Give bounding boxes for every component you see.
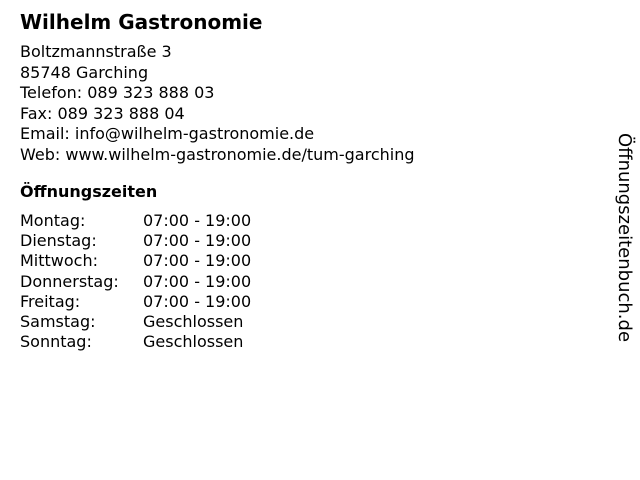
hours-row — [20, 231, 251, 251]
fax-number: Fax: 089 323 888 04 — [20, 103, 185, 123]
contact-block — [20, 42, 600, 165]
day-label: Freitag: — [20, 291, 81, 311]
day-label: Sonntag: — [20, 332, 92, 352]
hours-row — [20, 251, 251, 271]
street-address: Boltzmannstraße 3 — [20, 42, 172, 61]
phone-number: Telefon: 089 323 888 03 — [20, 83, 215, 102]
business-name: Wilhelm Gastronomie — [20, 10, 263, 34]
hours-row — [20, 211, 251, 231]
hours-value: 07:00 - 19:00 — [143, 291, 252, 311]
hours-row — [20, 312, 251, 332]
hours-value: 07:00 - 19:00 — [143, 271, 252, 291]
hours-value: 07:00 - 19:00 — [143, 251, 252, 271]
day-label: Mittwoch: — [20, 251, 98, 271]
hours-row — [20, 292, 251, 312]
site-brand-vertical: Öffnungszeitenbuch.de — [614, 133, 635, 343]
day-label: Donnerstag: — [20, 271, 119, 291]
website-url: Web: www.wilhelm-gastronomie.de/tum-garching — [20, 144, 415, 164]
hours-value: 07:00 - 19:00 — [143, 211, 252, 230]
hours-row — [20, 272, 251, 292]
hours-row — [20, 332, 251, 352]
opening-hours-heading: Öffnungszeiten — [20, 182, 158, 201]
hours-value: Geschlossen — [143, 332, 244, 352]
opening-hours-table — [20, 211, 251, 352]
city-postcode: 85748 Garching — [20, 62, 149, 82]
day-label: Samstag: — [20, 312, 96, 332]
hours-value: Geschlossen — [143, 312, 244, 332]
hours-value: 07:00 - 19:00 — [143, 231, 252, 251]
day-label: Montag: — [20, 211, 86, 230]
email-address: Email: info@wilhelm-gastronomie.de — [20, 124, 315, 143]
business-card — [20, 10, 600, 352]
day-label: Dienstag: — [20, 231, 97, 251]
